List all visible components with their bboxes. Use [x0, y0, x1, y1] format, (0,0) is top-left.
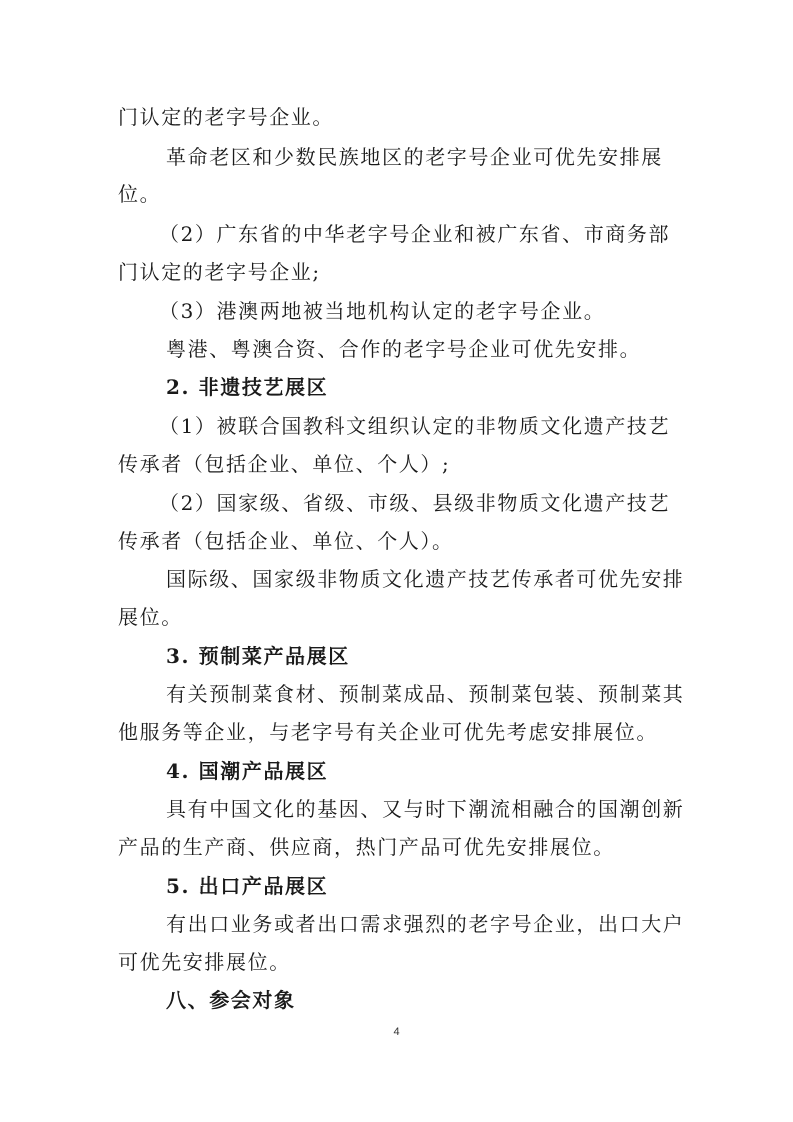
text-line: 可优先安排展位。 [118, 950, 291, 974]
list-item: （1）被联合国教科文组织认定的非物质文化遗产技艺 [159, 414, 671, 438]
text-line: 有出口业务或者出口需求强烈的老字号企业，出口大户 [166, 912, 685, 936]
section-heading: 4. 国潮产品展区 [166, 759, 329, 783]
text-line: 有关预制菜食材、预制菜成品、预制菜包装、预制菜其 [166, 682, 685, 706]
text-line: 传承者（包括企业、单位、个人）。 [118, 529, 454, 553]
list-item: （2）国家级、省级、市级、县级非物质文化遗产技艺 [159, 491, 671, 515]
list-item: （2）广东省的中华老字号企业和被广东省、市商务部 [159, 222, 671, 246]
text-line: 具有中国文化的基因、又与时下潮流相融合的国潮创新 [166, 797, 685, 821]
text-line: 位。 [118, 182, 162, 206]
text-line: 粤港、粤澳合资、合作的老字号企业可优先安排。 [166, 337, 642, 361]
text-line: 产品的生产商、供应商，热门产品可优先安排展位。 [118, 835, 615, 859]
text-line: 门认定的老字号企业; [118, 260, 321, 284]
text-line: 传承者（包括企业、单位、个人）; [118, 452, 451, 476]
section-heading: 5. 出口产品展区 [166, 874, 329, 898]
text-line: 革命老区和少数民族地区的老字号企业可优先安排展 [166, 145, 663, 169]
text-line: 国际级、国家级非物质文化遗产技艺传承者可优先安排 [166, 567, 685, 591]
section-heading: 3. 预制菜产品展区 [166, 644, 350, 668]
text-line: 他服务等企业，与老字号有关企业可优先考虑安排展位。 [118, 720, 658, 744]
list-item: （3）港澳两地被当地机构认定的老字号企业。 [159, 299, 606, 323]
text-line: 展位。 [118, 605, 183, 629]
text-line: 门认定的老字号企业。 [118, 105, 334, 129]
page-number: 4 [393, 1026, 400, 1038]
chapter-heading: 八、参会对象 [166, 988, 296, 1012]
section-heading: 2. 非遗技艺展区 [166, 375, 329, 399]
